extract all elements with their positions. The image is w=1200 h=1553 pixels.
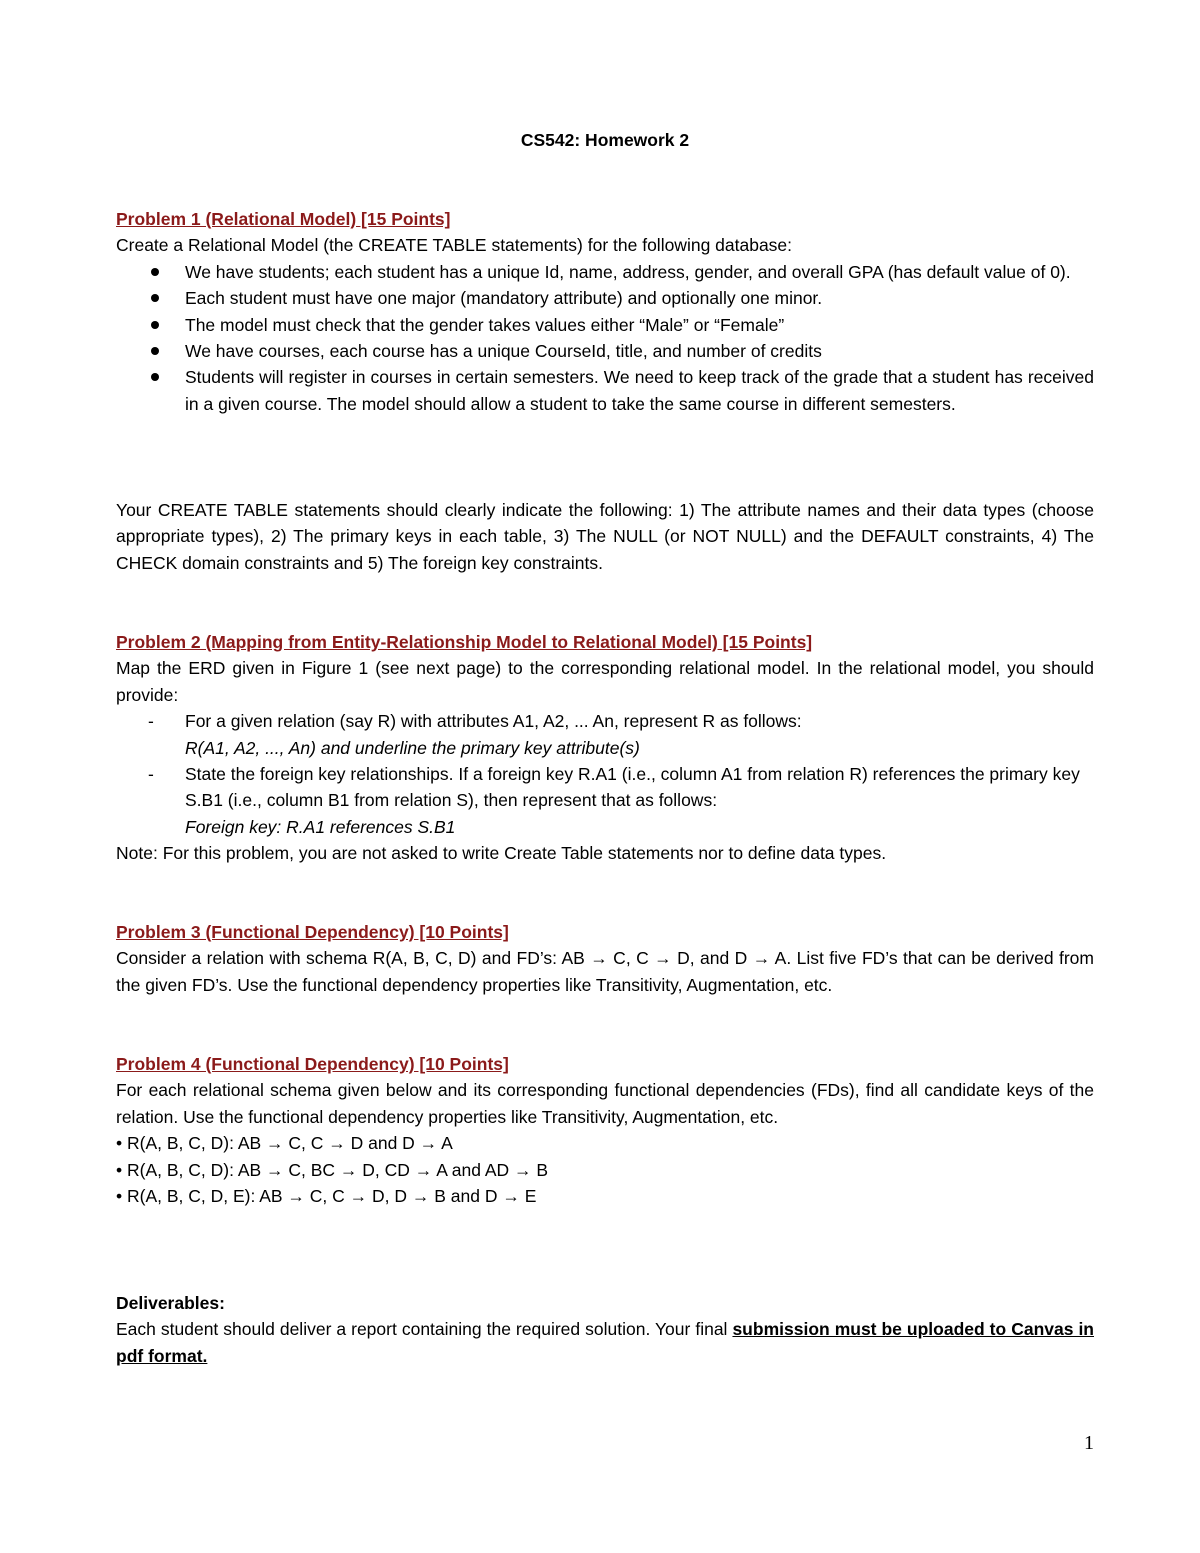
deliverables-heading: Deliverables: <box>116 1293 225 1313</box>
problem-2-note: Note: For this problem, you are not asked to write Create Table statements nor to define data types. <box>116 843 887 864</box>
deliverables-text: Each student should deliver a report containing the required solution. Your final submission must be uploaded to Canvas in pdf format. <box>116 1319 1094 1366</box>
page-title: CS542: Homework 2 <box>520 130 690 150</box>
bullet-icon <box>151 294 159 302</box>
problem-2-intro: Map the ERD given in Figure 1 (see next page) to the corresponding relational model. In the relational model, you should provide: <box>116 658 1094 705</box>
problem-3-text: Consider a relation with schema R(A, B, C, D) and FD’s: AB → C, C → D, and D → A. List five FD’s that can be derived from the given FD’s. Use the functional dependency properties like Transitivity, Augmentation, etc. <box>116 948 1094 995</box>
dash-icon: - <box>148 711 154 732</box>
submission-requirement: submission must be uploaded to Canvas in pdf format. <box>116 1319 1094 1366</box>
bullet-icon <box>151 268 159 276</box>
problem-3-section <box>116 919 1094 998</box>
problem-1-bullet-list <box>116 259 1094 417</box>
list-item: Students will register in courses in certain semesters. We need to keep track of the grade that a student has received in a given course. The model should allow a student to take the same course in different semesters. <box>116 364 1094 417</box>
list-item: - State the foreign key relationships. If a foreign key R.A1 (i.e., column A1 from relation R) references the primary key S.B1 (i.e., column B1 from relation S), then represent that as follows: Foreign key: R.A1 references S.B1 <box>116 761 1094 840</box>
list-item: We have students; each student has a unique Id, name, address, gender, and overall GPA (has default value of 0). <box>116 259 1094 285</box>
problem-3-heading: Problem 3 (Functional Dependency) [10 Points] <box>116 922 509 942</box>
document-page <box>116 0 1094 1553</box>
list-item: • R(A, B, C, D): AB → C, C → D and D → A <box>116 1133 453 1154</box>
list-item: • R(A, B, C, D): AB → C, BC → D, CD → A and AD → B <box>116 1159 549 1180</box>
page-number: 1 <box>1084 1432 1094 1454</box>
problem-1-section <box>116 206 1094 417</box>
relation-format: R(A1, A2, ..., An) and underline the primary key attribute(s) <box>185 737 640 758</box>
bullet-icon <box>151 347 159 355</box>
bullet-icon <box>151 373 159 381</box>
problem-1-closing: Your CREATE TABLE statements should clearly indicate the following: 1) The attribute names and their data types (choose appropriate types), 2) The primary keys in each table, 3) The NULL (or NOT NULL) and the DEFAULT constraints, 4) The CHECK domain constraints and 5) The foreign key constraints. <box>116 500 1094 573</box>
problem-2-heading: Problem 2 (Mapping from Entity-Relationship Model to Relational Model) [15 Points] <box>116 632 813 652</box>
problem-4-section <box>116 1051 1094 1209</box>
problem-2-dash-list <box>116 708 1094 840</box>
deliverables-section <box>116 1290 1094 1369</box>
problem-1-intro: Create a Relational Model (the CREATE TABLE statements) for the following database: <box>116 235 793 256</box>
list-item: Each student must have one major (mandatory attribute) and optionally one minor. <box>116 285 1094 311</box>
problem-2-section <box>116 629 1094 867</box>
problem-4-intro: For each relational schema given below and its corresponding functional dependencies (FDs), find all candidate keys of the relation. Use the functional dependency properties like Transitivity, Augmentation, etc. <box>116 1080 1094 1127</box>
list-item: - For a given relation (say R) with attributes A1, A2, ... An, represent R as follows: R(A1, A2, ..., An) and underline the primary key attribute(s) <box>116 708 1094 761</box>
dash-icon: - <box>148 764 154 785</box>
problem-1-heading: Problem 1 (Relational Model) [15 Points] <box>116 209 451 229</box>
list-item: We have courses, each course has a unique CourseId, title, and number of credits <box>116 338 1094 364</box>
problem-4-heading: Problem 4 (Functional Dependency) [10 Points] <box>116 1054 509 1074</box>
list-item: • R(A, B, C, D, E): AB → C, C → D, D → B and D → E <box>116 1186 537 1207</box>
bullet-icon <box>151 321 159 329</box>
list-item: The model must check that the gender takes values either “Male” or “Female” <box>116 312 1094 338</box>
foreign-key-format: Foreign key: R.A1 references S.B1 <box>185 816 456 837</box>
